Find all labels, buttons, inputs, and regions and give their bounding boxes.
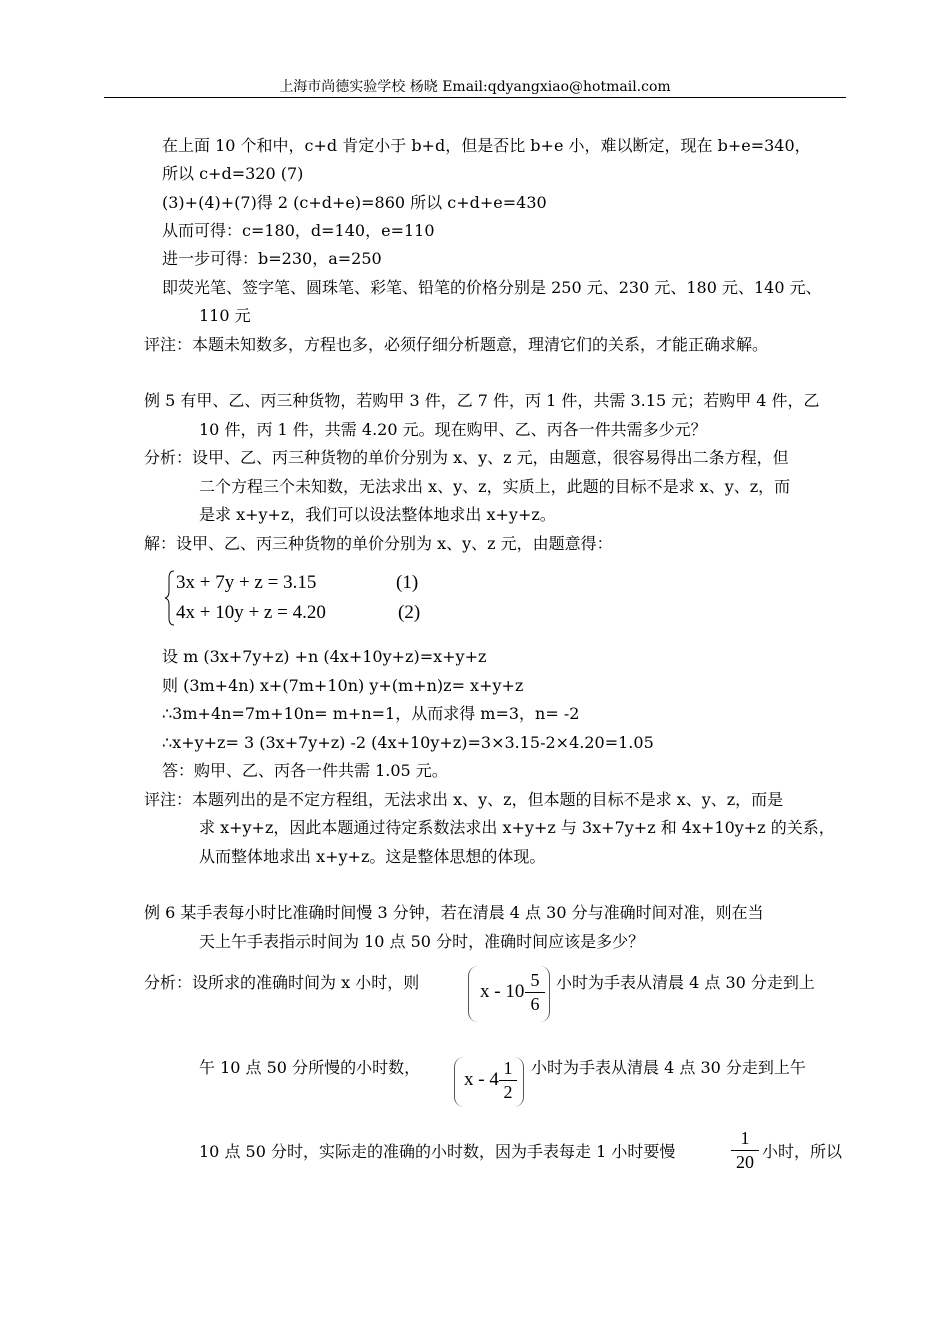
header-rule <box>104 97 846 98</box>
text-line: 则 (3m+4n) x+(7m+10n) y+(m+n)z= x+y+z <box>162 676 524 695</box>
equation-1: 3x + 7y + z = 3.15 <box>176 572 317 593</box>
equation-2-number: (2) <box>398 602 421 623</box>
math-expression: x - 10 <box>480 981 525 1002</box>
text-line: 例 5 有甲、乙、丙三种货物，若购甲 3 件，乙 7 件，丙 1 件，共需 3.15 元；若购甲 4 件，乙 <box>144 391 820 410</box>
text-line: 设 m (3x+7y+z) +n (4x+10y+z)=x+y+z <box>162 647 487 666</box>
fraction <box>525 970 545 1015</box>
text-line: 所以 c+d=320 (7) <box>162 164 304 183</box>
text-line: 即荧光笔、签字笔、圆珠笔、彩笔、铅笔的价格分别是 250 元、230 元、180 元、140 元、 <box>162 278 822 297</box>
text-line: 答：购甲、乙、丙各一件共需 1.05 元。 <box>162 761 448 780</box>
math-expression: x - 4 <box>464 1069 499 1090</box>
page-header: 上海市尚德实验学校 杨晓 Email:qdyangxiao@hotmail.com <box>279 79 671 95</box>
fraction-denominator: 20 <box>736 1152 754 1172</box>
text-line: 解：设甲、乙、丙三种货物的单价分别为 x、y、z 元，由题意得： <box>144 534 613 553</box>
text-line: 小时，所以 <box>762 1142 843 1161</box>
text-line: 评注：本题未知数多，方程也多，必须仔细分析题意，理清它们的关系，才能正确求解。 <box>144 335 769 354</box>
text-line: 评注：本题列出的是不定方程组，无法求出 x、y、z，但本题的目标不是求 x、y、z，而是 <box>144 790 784 809</box>
text-line: 例 6 某手表每小时比准确时间慢 3 分钟，若在清晨 4 点 30 分与准确时间对准，则在当 <box>144 903 764 922</box>
equation-2: 4x + 10y + z = 4.20 <box>176 602 326 623</box>
fraction-numerator: 1 <box>503 1058 513 1078</box>
text-line: 是求 x+y+z，我们可以设法整体地求出 x+y+z。 <box>199 505 556 524</box>
text-line: 小时为手表从清晨 4 点 30 分走到上午 <box>531 1058 806 1077</box>
fraction <box>499 1058 517 1103</box>
text-line: 求 x+y+z，因此本题通过待定系数法求出 x+y+z 与 3x+7y+z 和 4x+10y+z 的关系， <box>199 818 835 837</box>
text-line: 小时为手表从清晨 4 点 30 分走到上 <box>556 973 815 992</box>
text-line: 进一步可得：b=230，a=250 <box>162 249 382 268</box>
text-line: 分析：设所求的准确时间为 x 小时，则 <box>144 973 420 992</box>
fraction-numerator: 5 <box>530 970 540 990</box>
text-line: 天上午手表指示时间为 10 点 50 分时，准确时间应该是多少？ <box>199 932 645 951</box>
text-line: 10 件，丙 1 件，共需 4.20 元。现在购甲、乙、丙各一件共需多少元？ <box>199 420 707 439</box>
text-line: ∴3m+4n=7m+10n= m+n=1，从而求得 m=3，n= -2 <box>162 704 580 723</box>
text-line: 从而整体地求出 x+y+z。这是整体思想的体现。 <box>199 847 546 866</box>
text-line: 110 元 <box>199 306 251 325</box>
fraction <box>731 1128 759 1173</box>
text-line: 10 点 50 分时，实际走的准确的小时数，因为手表每走 1 小时要慢 <box>199 1142 676 1161</box>
text-line: 午 10 点 50 分所慢的小时数， <box>199 1058 421 1077</box>
text-line: 在上面 10 个和中，c+d 肯定小于 b+d，但是否比 b+e 小，难以断定，现在 b+e=340， <box>162 136 811 155</box>
fraction-denominator: 6 <box>530 994 540 1014</box>
equation-1-number: (1) <box>396 572 419 593</box>
text-line: (3)+(4)+(7)得 2 (c+d+e)=860 所以 c+d+e=430 <box>162 193 547 212</box>
text-line: 二个方程三个未知数，无法求出 x、y、z，实质上，此题的目标不是求 x、y、z，而 <box>199 477 791 496</box>
fraction-denominator: 2 <box>503 1082 513 1102</box>
text-line: 从而可得：c=180，d=140，e=110 <box>162 221 435 240</box>
text-line: 分析：设甲、乙、丙三种货物的单价分别为 x、y、z 元，由题意，很容易得出二条方程，但 <box>144 448 789 467</box>
left-brace <box>164 570 176 626</box>
fraction-numerator: 1 <box>740 1128 750 1148</box>
text-line: ∴x+y+z= 3 (3x+7y+z) -2 (4x+10y+z)=3×3.15-2×4.20=1.05 <box>162 733 654 752</box>
